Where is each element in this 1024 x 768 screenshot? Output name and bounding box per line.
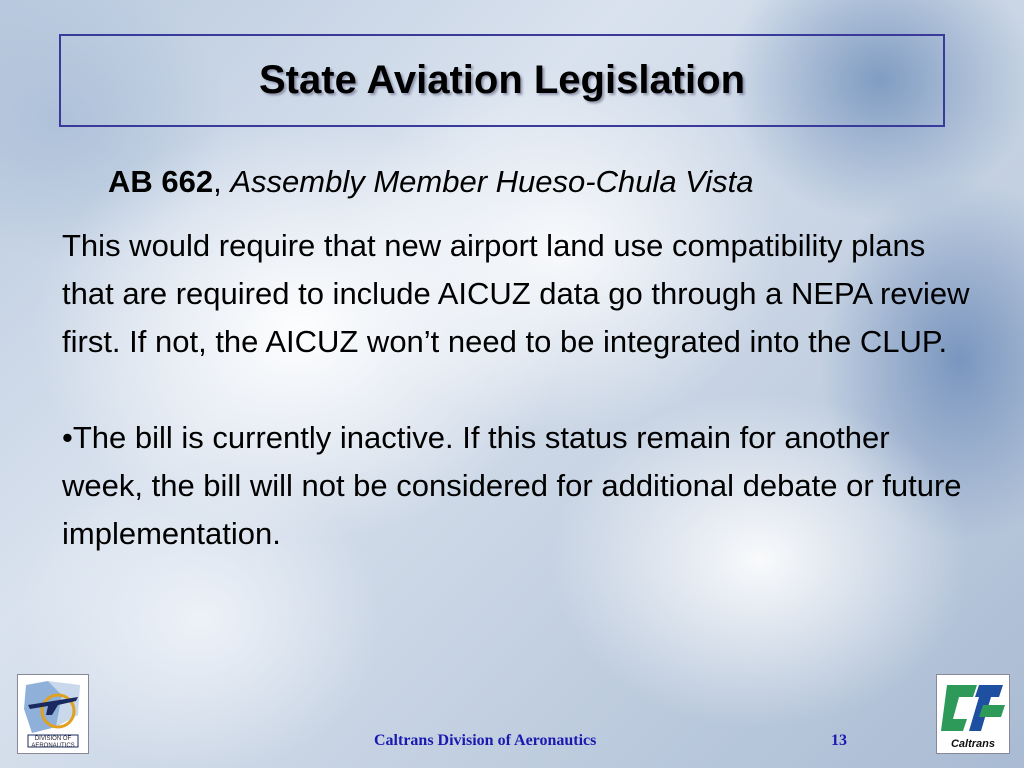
bill-description: This would require that new airport land use compatibility plans that are required to include AICUZ data go through a NEPA review first. If not, the AICUZ won’t need to be integrated into the CLUP. [62, 228, 970, 359]
footer-organization: Caltrans Division of Aeronautics [374, 732, 597, 749]
caltrans-wordmark: Caltrans [950, 738, 996, 750]
bill-author: Assembly Member Hueso-Chula Vista [230, 164, 754, 199]
aeronautics-logo-caption: DIVISION OF AERONAUTICS [31, 736, 75, 749]
bill-status: •The bill is currently inactive. If this status remain for another week, the bill will not be considered for additional debate or future implementation. [62, 420, 962, 551]
bill-number: AB 662 [108, 164, 214, 199]
title-box [59, 34, 945, 127]
slide-title: State Aviation Legislation [259, 58, 745, 102]
paragraph-spacer [62, 366, 972, 414]
bill-heading [108, 164, 754, 200]
slide-body [62, 222, 972, 558]
caltrans-logo [936, 674, 1010, 754]
bill-separator: , [213, 164, 231, 199]
aeronautics-logo [17, 674, 89, 754]
page-number: 13 [831, 732, 847, 749]
